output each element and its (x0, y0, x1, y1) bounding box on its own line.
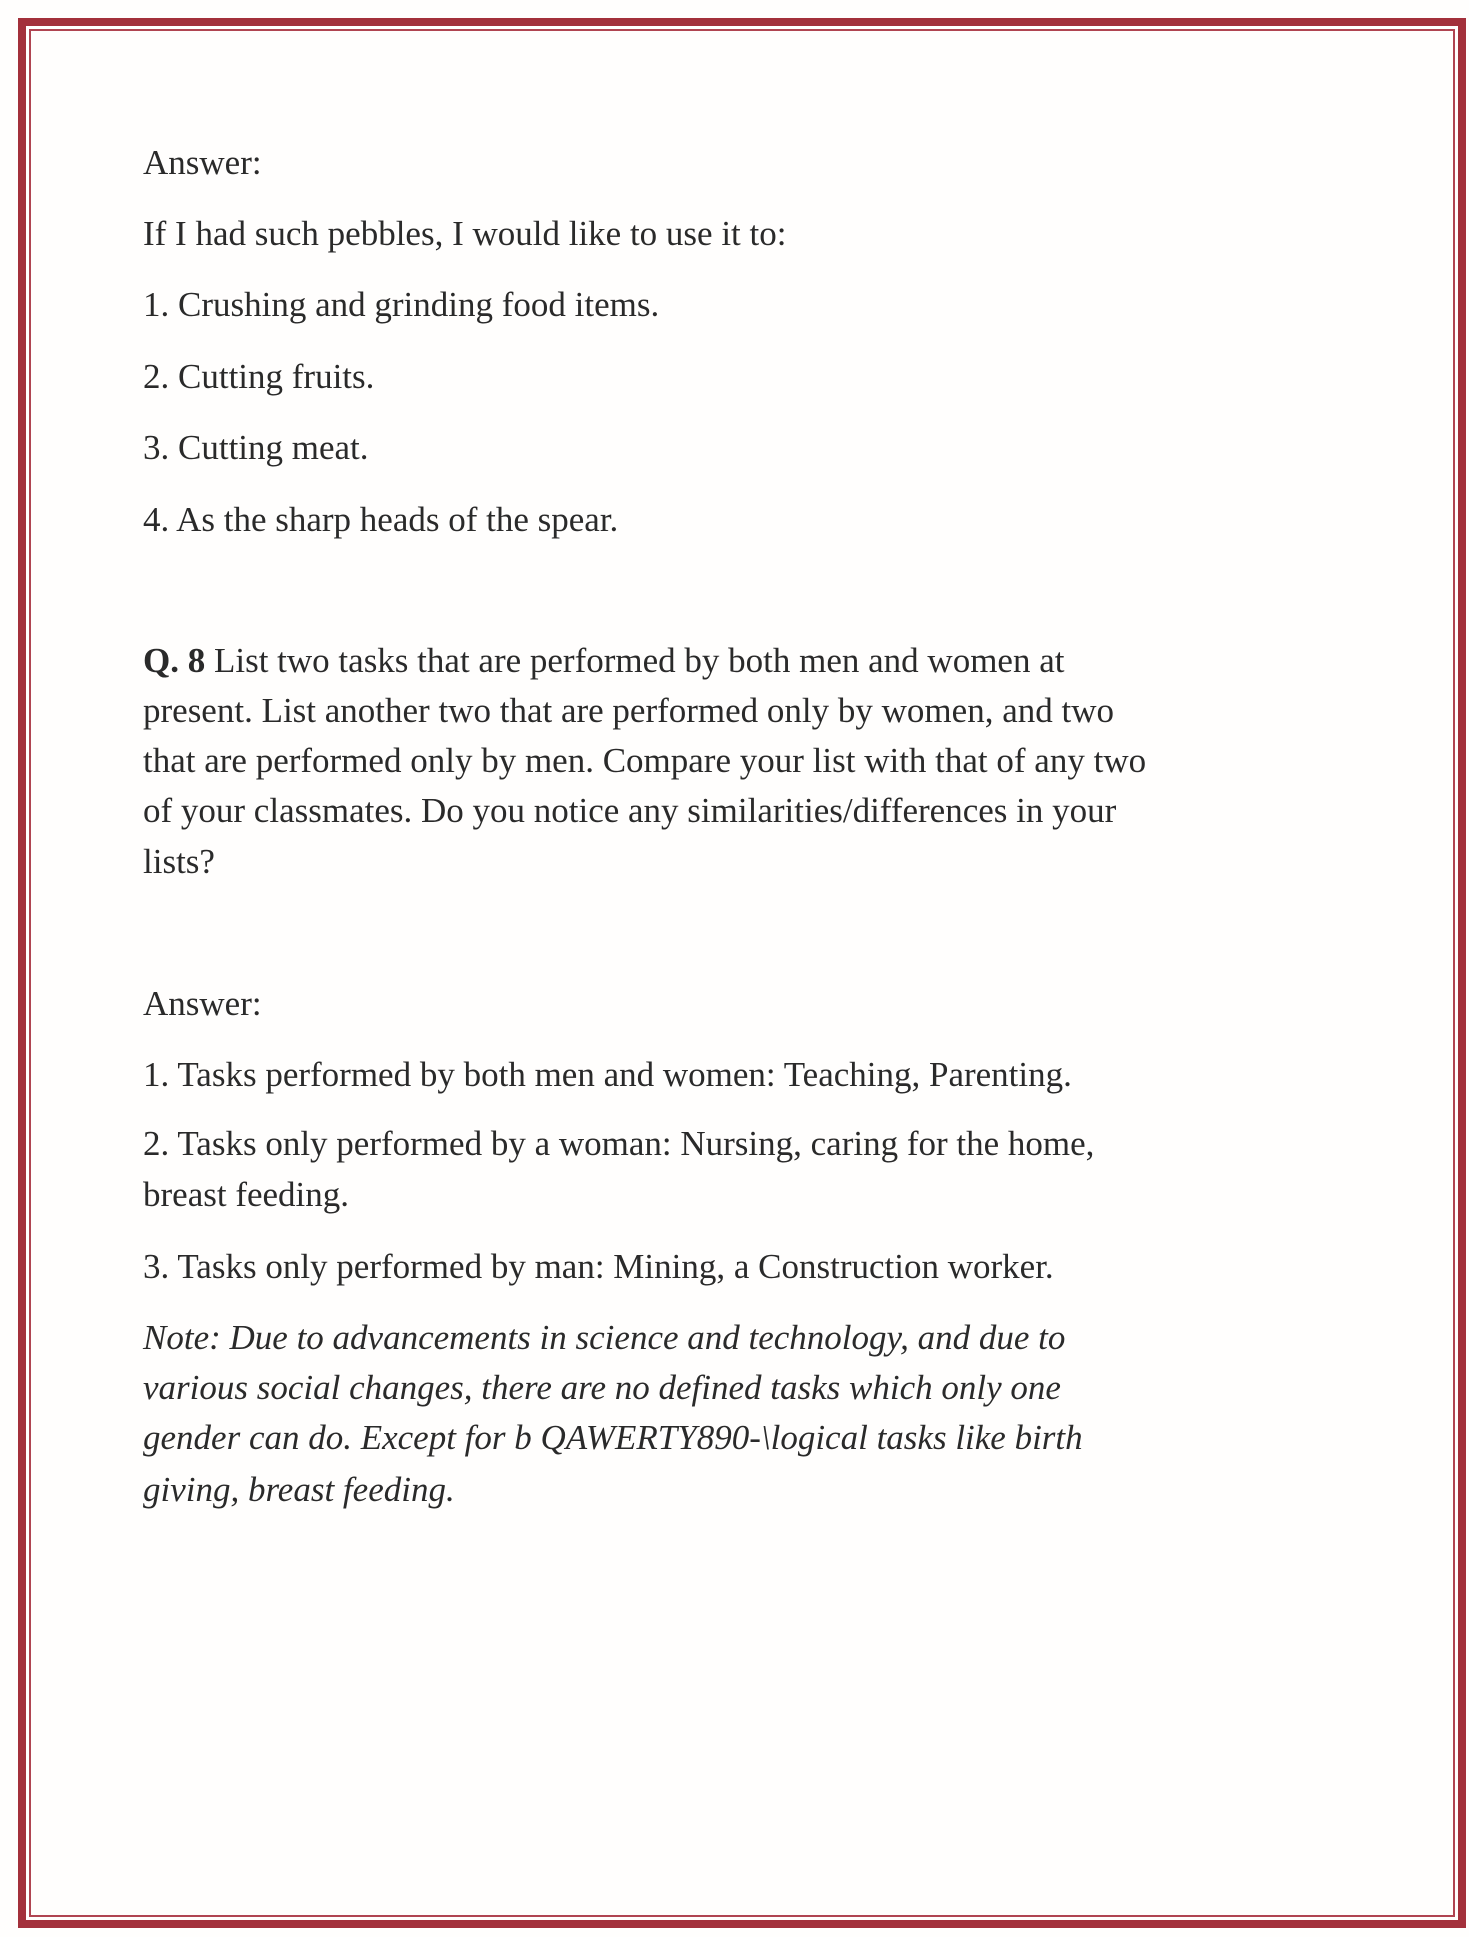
answer-line: 1. Tasks performed by both men and women: Teaching, Parenting. (143, 1055, 1072, 1094)
question-line: of your classmates. Do you notice any similarities/differences in your (143, 791, 1117, 830)
question-line (143, 641, 1064, 681)
list-item: 3. Cutting meat. (143, 428, 369, 467)
note-line: various social changes, there are no defined tasks which only one (143, 1368, 1061, 1407)
question-line: that are performed only by men. Compare your list with that of any two (143, 741, 1147, 780)
answer-label: Answer: (143, 143, 262, 182)
list-item: 2. Cutting fruits. (143, 357, 375, 396)
question-line: present. List another two that are performed only by women, and two (143, 691, 1114, 730)
question-text: List two tasks that are performed by both men and women at (205, 641, 1065, 680)
question-number: Q. 8 (143, 641, 206, 680)
question-line: lists? (143, 842, 215, 881)
note-line: giving, breast feeding. (143, 1470, 455, 1509)
note-line: Note: Due to advancements in science and technology, and due to (143, 1318, 1066, 1357)
answer-intro: If I had such pebbles, I would like to use it to: (143, 214, 787, 253)
answer-line: 2. Tasks only performed by a woman: Nursing, caring for the home, (143, 1124, 1095, 1163)
list-item: 4. As the sharp heads of the spear. (143, 500, 619, 539)
answer-label: Answer: (143, 984, 262, 1023)
list-item: 1. Crushing and grinding food items. (143, 285, 660, 324)
answer-line: 3. Tasks only performed by man: Mining, a Construction worker. (143, 1247, 1054, 1286)
answer-line: breast feeding. (143, 1175, 350, 1214)
note-line: gender can do. Except for b QAWERTY890-\logical tasks like birth (143, 1418, 1083, 1457)
